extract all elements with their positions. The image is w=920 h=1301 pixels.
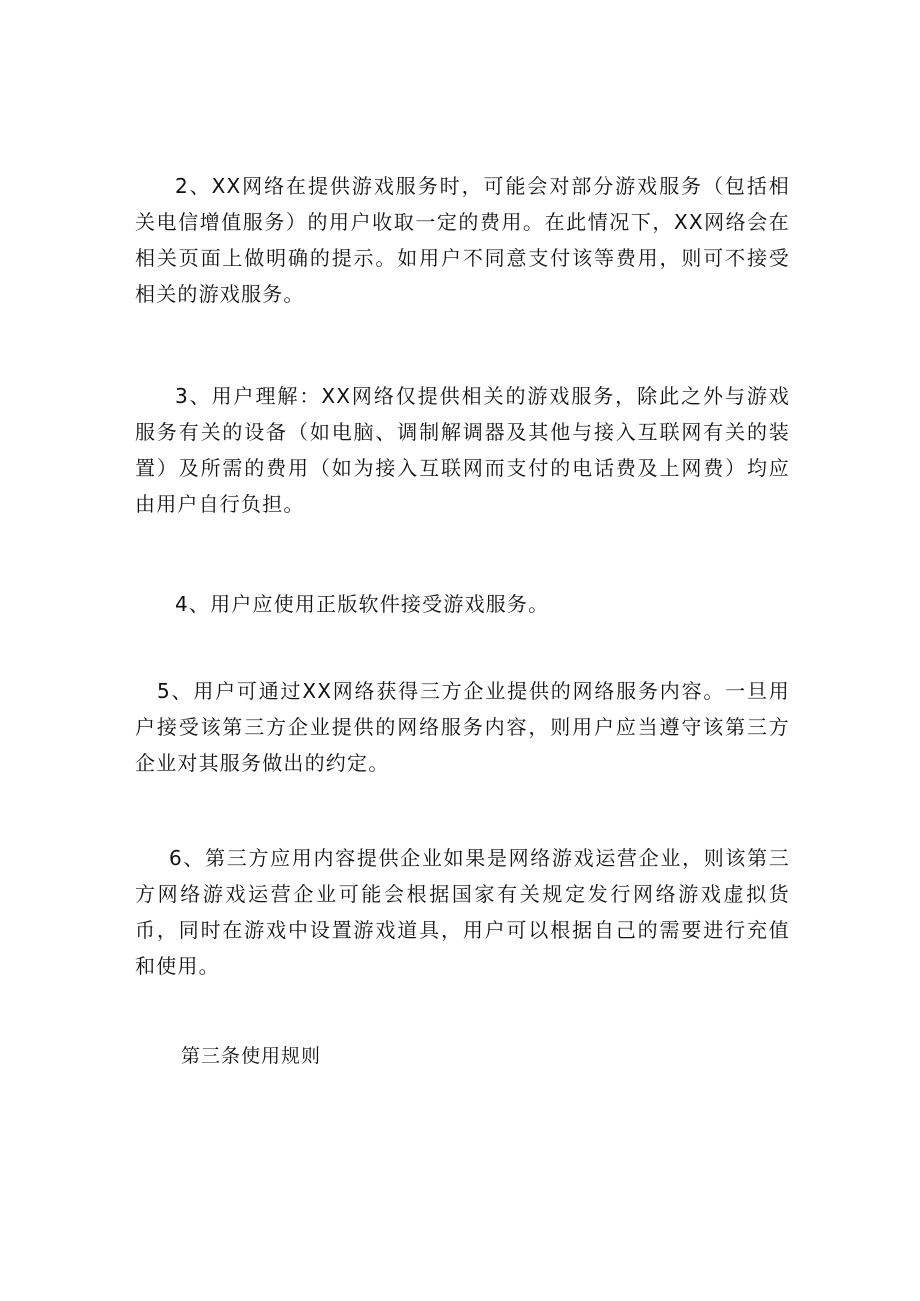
paragraph-item-4: 4、用户应使用正版软件接受游戏服务。 bbox=[175, 592, 550, 616]
section-heading: 第三条使用规则 bbox=[181, 1045, 322, 1067]
paragraph-item-5: 5、用户可通过XX网络获得三方企业提供的网络服务内容。一旦用户接受该第三方企业提供的网络服务内容，则用户应当遵守该第三方企业对其服务做出的约定。 bbox=[135, 679, 790, 775]
paragraph-item-2: 2、XX网络在提供游戏服务时，可能会对部分游戏服务（包括相关电信增值服务）的用户收取一定的费用。在此情况下，XX网络会在相关页面上做明确的提示。如用户不同意支付该等费用，则可不接受相关的游戏服务。 bbox=[135, 174, 790, 306]
paragraph-item-3: 3、用户理解：XX网络仅提供相关的游戏服务，除此之外与游戏服务有关的设备（如电脑、调制解调器及其他与接入互联网有关的装置）及所需的费用（如为接入互联网而支付的电话费及上网费）均应由用户自行负担。 bbox=[135, 384, 790, 516]
paragraph-item-6: 6、第三方应用内容提供企业如果是网络游戏运营企业，则该第三方网络游戏运营企业可能会根据国家有关规定发行网络游戏虚拟货币，同时在游戏中设置游戏道具，用户可以根据自己的需要进行充值和使用。 bbox=[135, 846, 790, 978]
